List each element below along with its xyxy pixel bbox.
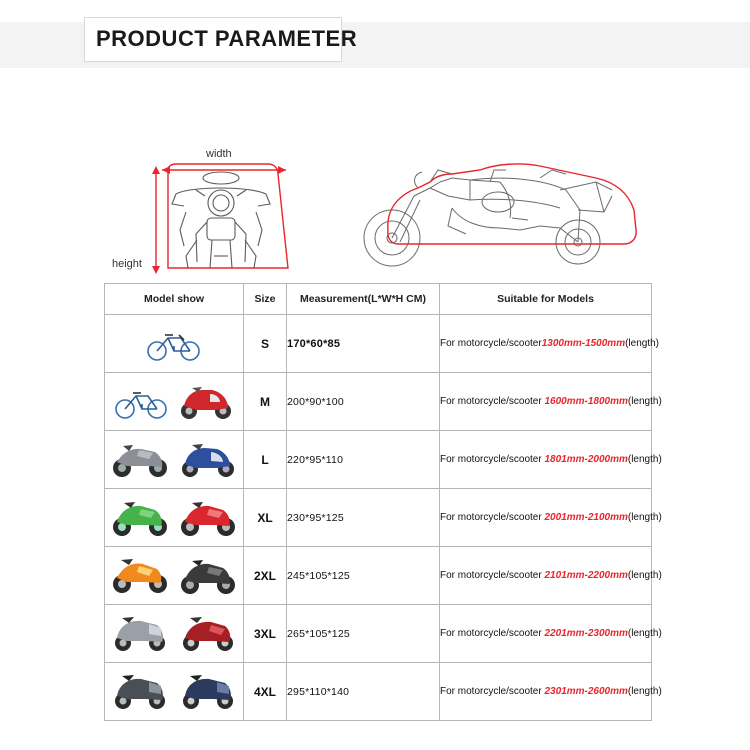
model-images — [105, 605, 243, 662]
suitable-suffix: (length) — [627, 628, 662, 639]
size-cell: M — [244, 373, 287, 431]
suitable-suffix: (length) — [627, 454, 662, 465]
model-images — [105, 663, 243, 720]
suitable-prefix: For motorcycle/scooter — [440, 454, 545, 465]
diagram-svg — [0, 70, 750, 275]
table-row — [105, 663, 652, 721]
model-show-cell — [105, 315, 244, 373]
touring-bike-icon — [109, 614, 171, 654]
height-label: height — [112, 258, 142, 270]
table-head — [105, 284, 652, 315]
suitable-range: 1801mm-2000mm — [544, 454, 628, 465]
size-cell: 2XL — [244, 547, 287, 605]
touring-bike-icon — [177, 672, 239, 712]
size-cell: 3XL — [244, 605, 287, 663]
table-body — [105, 315, 662, 721]
model-show-cell — [105, 489, 244, 547]
suitable-cell — [440, 605, 662, 663]
cruiser-bike-icon — [177, 614, 239, 654]
size-cell: L — [244, 431, 287, 489]
table-header-row — [105, 284, 652, 315]
table-row — [105, 547, 652, 605]
column-header-size: Size — [244, 284, 287, 315]
suitable-range: 1300mm-1500mm — [541, 338, 626, 349]
suitable-suffix: (length) — [627, 686, 662, 697]
page-title: PRODUCT PARAMETER — [96, 26, 358, 51]
suitable-suffix: (length) — [627, 512, 662, 523]
suitable-prefix: For motorcycle/scooter — [440, 396, 545, 407]
motorcycle-icon — [109, 440, 171, 480]
suitable-cell — [440, 373, 662, 431]
model-show-cell — [105, 431, 244, 489]
model-images — [105, 315, 243, 372]
spec-table — [104, 283, 662, 721]
suitable-suffix: (length) — [627, 396, 662, 407]
sportbike-icon — [109, 498, 171, 538]
suitable-range: 1600mm-1800mm — [544, 396, 628, 407]
width-label: width — [206, 148, 232, 160]
measurement-cell: 295*110*140 — [287, 663, 440, 721]
model-images — [105, 489, 243, 546]
bicycle-icon — [112, 383, 170, 421]
measurement-cell: 220*95*110 — [287, 431, 440, 489]
suitable-range: 2001mm-2100mm — [544, 512, 628, 523]
spec-table-wrap — [104, 283, 662, 721]
table-row — [105, 431, 652, 489]
sportbike-icon — [177, 498, 239, 538]
suitable-prefix: For motorcycle/scooter — [440, 628, 545, 639]
table-row — [105, 605, 652, 663]
suitable-prefix: For motorcycle/scooter — [440, 338, 542, 349]
table-row — [105, 315, 652, 373]
column-header-model-show: Model show — [105, 284, 244, 315]
model-show-cell — [105, 605, 244, 663]
suitable-cell — [440, 663, 662, 721]
suitable-suffix: (length) — [627, 570, 662, 581]
model-show-cell — [105, 373, 244, 431]
suitable-cell — [440, 315, 659, 373]
measurement-cell: 200*90*100 — [287, 373, 440, 431]
model-show-cell — [105, 663, 244, 721]
model-images — [105, 373, 243, 430]
suitable-prefix: For motorcycle/scooter — [440, 570, 545, 581]
touring-bike-icon — [109, 672, 171, 712]
scooter-icon — [177, 440, 239, 480]
cover-diagram — [0, 70, 750, 275]
measurement-cell: 265*105*125 — [287, 605, 440, 663]
suitable-cell — [440, 547, 662, 605]
suitable-range: 2101mm-2200mm — [544, 570, 628, 581]
measurement-cell: 230*95*125 — [287, 489, 440, 547]
suitable-range: 2201mm-2300mm — [544, 628, 628, 639]
scooter-icon — [176, 382, 236, 422]
table-row — [105, 489, 652, 547]
size-cell: XL — [244, 489, 287, 547]
table-row — [105, 373, 652, 431]
model-show-cell — [105, 547, 244, 605]
suitable-range: 2301mm-2600mm — [544, 686, 628, 697]
measurement-cell: 245*105*125 — [287, 547, 440, 605]
model-images — [105, 547, 243, 604]
column-header-measurement: Measurement(L*W*H CM) — [287, 284, 440, 315]
bicycle-icon — [143, 325, 205, 363]
size-cell: S — [244, 315, 287, 373]
model-images — [105, 431, 243, 488]
suitable-prefix: For motorcycle/scooter — [440, 512, 545, 523]
suitable-prefix: For motorcycle/scooter — [440, 686, 545, 697]
suitable-cell — [440, 489, 662, 547]
column-header-suitable: Suitable for Models — [440, 284, 652, 315]
sportbike-icon — [177, 556, 239, 596]
dirtbike-icon — [109, 556, 171, 596]
suitable-cell — [440, 431, 662, 489]
suitable-suffix: (length) — [625, 338, 659, 349]
size-cell: 4XL — [244, 663, 287, 721]
measurement-cell: 170*60*85 — [287, 315, 440, 373]
